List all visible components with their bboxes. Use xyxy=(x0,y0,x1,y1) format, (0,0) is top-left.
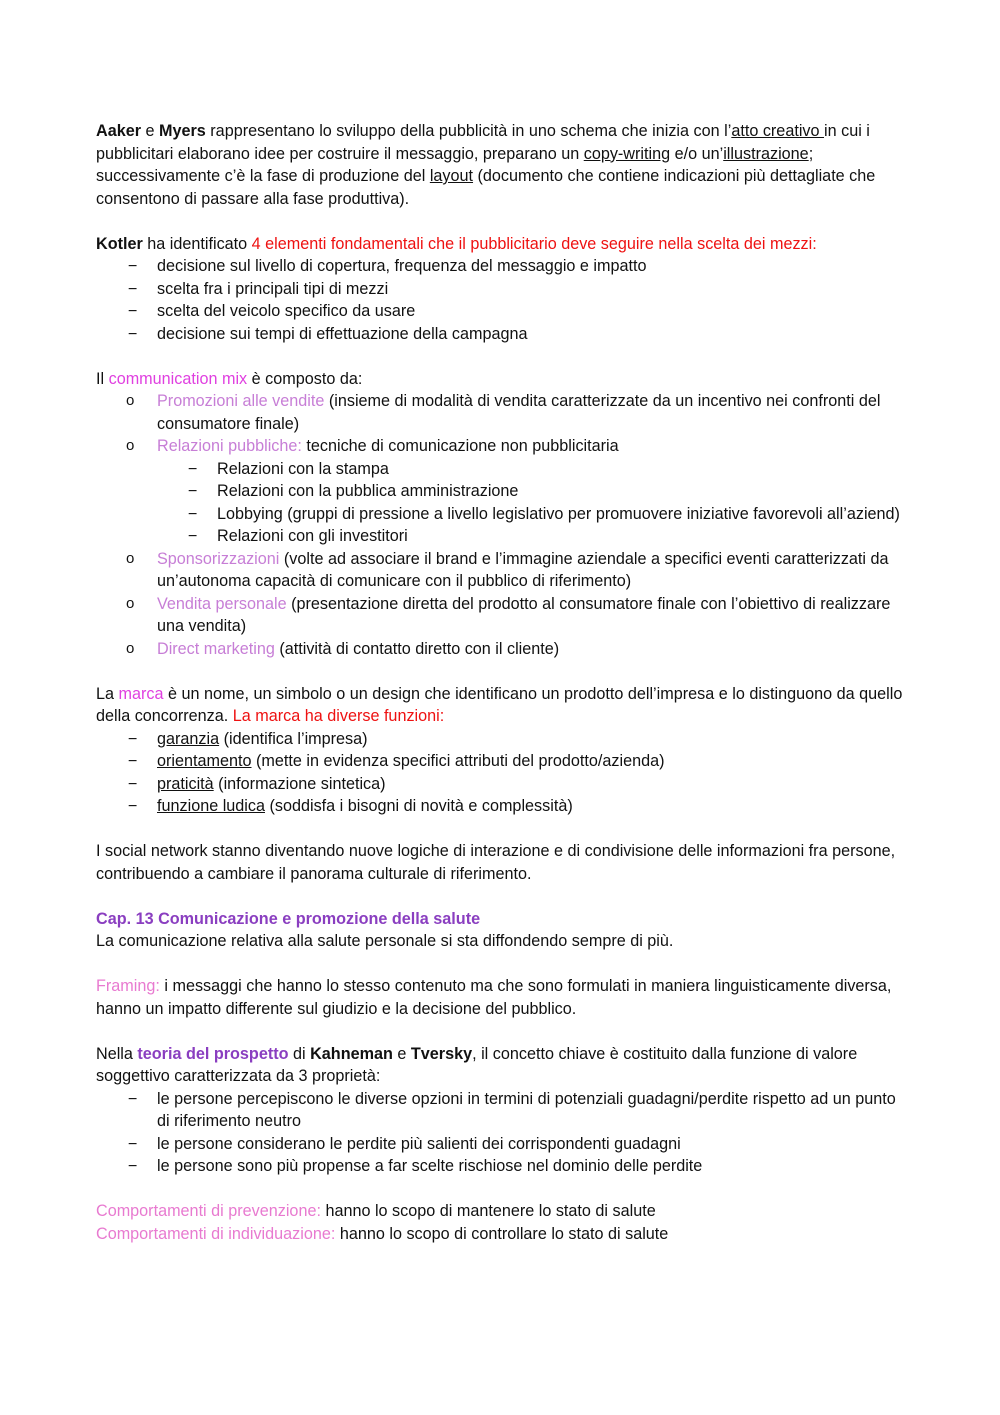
aaker-myers-paragraph xyxy=(96,120,906,210)
spacer xyxy=(96,1020,906,1043)
term-atto-creativo: atto creativo xyxy=(731,122,825,140)
circle-bullet: o xyxy=(126,594,135,612)
spacer xyxy=(96,210,906,233)
dash-bullet: − xyxy=(188,482,198,500)
term-funzione-ludica: funzione ludica xyxy=(157,797,265,815)
list-item-text: scelta fra i principali tipi di mezzi xyxy=(157,279,389,298)
spacer xyxy=(96,1178,906,1201)
list-item-text: (soddisfa i bisogni di novità e complessità) xyxy=(265,797,573,815)
list-item xyxy=(96,750,906,773)
text-fragment: i messaggi che hanno lo stesso contenuto ma che sono formulati in maniera linguisticamente diversa, hanno un impatto differente sul giudizio e la decisione del pubblico. xyxy=(96,977,892,1018)
text-fragment: (documento che contiene indicazioni più dettagliate che consentono di passare alla fase produttiva). xyxy=(96,167,876,208)
list-item-text: (mette in evidenza specifici attributi del prodotto/azienda) xyxy=(251,752,665,770)
dash-bullet: − xyxy=(188,504,198,523)
list-item xyxy=(96,1088,906,1133)
list-item xyxy=(96,255,906,278)
term-sponsorizzazioni: Sponsorizzazioni xyxy=(157,549,280,568)
list-item xyxy=(96,773,906,796)
author-tversky: Tversky xyxy=(410,1044,473,1063)
text-fragment: ha identificato xyxy=(142,234,252,253)
list-item-text: le persone sono più propense a far scelte rischiose nel dominio delle perdite xyxy=(157,1157,703,1175)
prospetto-list xyxy=(96,1088,906,1178)
sublist-item-text: Relazioni con gli investitori xyxy=(217,527,408,545)
dash-bullet: − xyxy=(128,1134,138,1153)
term-direct-marketing: Direct marketing xyxy=(157,639,275,658)
list-item xyxy=(96,300,906,323)
marca-list xyxy=(96,728,906,818)
text-fragment: è composto da: xyxy=(247,369,363,388)
list-item xyxy=(96,1133,906,1156)
dash-bullet: − xyxy=(128,324,138,343)
sublist-item xyxy=(157,525,906,548)
chapter-intro: La comunicazione relativa alla salute personale si sta diffondendo sempre di più. xyxy=(96,932,674,950)
list-item xyxy=(96,795,906,818)
list-item-text: (volte ad associare il brand e l’immagine aziendale a specifici eventi caratterizzati da un’autonoma capacità di comunicare con il pubblico di riferimento) xyxy=(157,549,889,590)
term-orientamento: orientamento xyxy=(157,752,252,770)
list-item xyxy=(96,278,906,301)
author-aaker: Aaker xyxy=(96,122,141,140)
spacer xyxy=(96,885,906,908)
comportamenti-prevenzione xyxy=(96,1200,906,1223)
marca-highlight: La marca ha diverse funzioni: xyxy=(232,707,445,725)
relazioni-sublist xyxy=(157,458,906,548)
dash-bullet: − xyxy=(128,797,138,815)
list-item-text: (informazione sintetica) xyxy=(213,774,386,793)
text-fragment: hanno lo scopo di mantenere lo stato di salute xyxy=(320,1202,656,1220)
comportamenti-individuazione xyxy=(96,1223,906,1246)
term-promozioni: Promozioni alle vendite xyxy=(157,392,325,410)
list-item-text: le persone percepiscono le diverse opzioni in termini di potenziali guadagni/perdite rispetto ad un punto di riferimento neutro xyxy=(157,1089,896,1130)
list-item-text: decisione sul livello di copertura, frequenza del messaggio e impatto xyxy=(157,257,647,275)
circle-bullet: o xyxy=(126,639,135,657)
text-fragment: è un nome, un simbolo o un design che identificano un prodotto dell’impresa e lo distinguono da quello della concorrenza. xyxy=(96,684,903,725)
author-kahneman: Kahneman xyxy=(310,1044,393,1063)
term-relazioni-pubbliche: Relazioni pubbliche: xyxy=(157,437,302,455)
dash-bullet: − xyxy=(188,527,198,545)
list-item-text: decisione sui tempi di effettuazione della campagna xyxy=(157,324,528,343)
term-communication-mix: communication mix xyxy=(108,369,248,388)
term-prevenzione: Comportamenti di prevenzione: xyxy=(96,1202,321,1220)
text-fragment: in cui i pubblicitari elaborano idee per costruire il messaggio, preparano un xyxy=(96,122,870,163)
author-myers: Myers xyxy=(159,122,206,140)
dash-bullet: − xyxy=(128,279,138,298)
text-fragment: Nella xyxy=(96,1044,138,1063)
term-praticita: praticità xyxy=(157,774,214,793)
text-fragment: e xyxy=(141,122,159,140)
list-item xyxy=(96,638,906,661)
spacer xyxy=(96,818,906,841)
text-fragment: di xyxy=(288,1044,311,1063)
marca-paragraph xyxy=(96,683,906,728)
sublist-item xyxy=(157,480,906,503)
list-item-text: (identifica l’impresa) xyxy=(219,729,368,748)
list-item xyxy=(96,1155,906,1178)
text-fragment: Il xyxy=(96,369,109,388)
circle-bullet: o xyxy=(126,392,135,409)
list-item xyxy=(96,728,906,751)
text-fragment: rappresentano lo sviluppo della pubblicità in uno schema che inizia con l’ xyxy=(205,122,732,140)
sublist-item-text: Relazioni con la pubblica amministrazione xyxy=(217,482,519,500)
sublist-item xyxy=(157,503,906,526)
author-kotler: Kotler xyxy=(96,234,143,253)
spacer xyxy=(96,953,906,976)
spacer xyxy=(96,345,906,368)
social-network-paragraph: I social network stanno diventando nuove logiche di interazione e di condivisione delle informazioni fra persone, contribuendo a cambiare il panorama culturale di riferimento. xyxy=(96,842,896,883)
list-item xyxy=(96,593,906,638)
dash-bullet: − xyxy=(128,1089,138,1108)
dash-bullet: − xyxy=(128,302,138,320)
framing-paragraph xyxy=(96,975,906,1020)
list-item-text: (attività di contatto diretto con il cliente) xyxy=(274,639,560,658)
communication-mix-paragraph xyxy=(96,368,906,391)
dash-bullet: − xyxy=(128,1157,138,1175)
text-fragment: e xyxy=(392,1044,411,1063)
dash-bullet: − xyxy=(128,774,138,793)
list-item-text: scelta del veicolo specifico da usare xyxy=(157,302,416,320)
term-marca: marca xyxy=(118,684,164,703)
kotler-paragraph xyxy=(96,233,906,256)
list-item xyxy=(96,548,906,593)
communication-mix-list xyxy=(96,390,906,660)
sublist-item-text: Relazioni con la stampa xyxy=(217,459,389,478)
list-item xyxy=(96,435,906,548)
prospetto-paragraph xyxy=(96,1043,906,1088)
term-illustrazione: illustrazione xyxy=(723,144,809,163)
text-fragment: , il concetto chiave è costituito dalla funzione di valore soggettivo caratterizzata da 3 proprietà: xyxy=(96,1044,858,1085)
list-item-text: tecniche di comunicazione non pubblicitaria xyxy=(301,437,619,455)
term-teoria-del-prospetto: teoria del prospetto xyxy=(137,1044,289,1063)
kotler-highlight: 4 elementi fondamentali che il pubblicitario deve seguire nella scelta dei mezzi: xyxy=(251,234,817,253)
sublist-item xyxy=(157,458,906,481)
text-fragment: e/o un’ xyxy=(670,144,724,163)
term-copy-writing: copy-writing xyxy=(583,144,671,163)
term-garanzia: garanzia xyxy=(157,729,220,748)
term-layout: layout xyxy=(429,167,474,185)
chapter-heading: Cap. 13 Comunicazione e promozione della salute xyxy=(96,909,481,928)
sublist-item-text: Lobbying (gruppi di pressione a livello legislativo per promuovere iniziative favorevoli all’aziend) xyxy=(217,504,900,523)
spacer xyxy=(96,660,906,683)
dash-bullet: − xyxy=(128,729,138,748)
document-page xyxy=(96,120,906,1245)
dash-bullet: − xyxy=(188,459,198,478)
list-item xyxy=(96,323,906,346)
list-item-text: (presentazione diretta del prodotto al consumatore finale con l’obiettivo di realizzare una vendita) xyxy=(157,594,891,635)
list-item xyxy=(96,390,906,435)
list-item-text: le persone considerano le perdite più salienti dei corrispondenti guadagni xyxy=(157,1134,681,1153)
kotler-list xyxy=(96,255,906,345)
circle-bullet: o xyxy=(126,437,135,454)
dash-bullet: − xyxy=(128,257,138,275)
term-individuazione: Comportamenti di individuazione: xyxy=(96,1224,336,1243)
term-framing: Framing: xyxy=(96,977,160,995)
text-fragment: ; successivamente c’è la fase di produzione del xyxy=(96,144,814,185)
dash-bullet: − xyxy=(128,752,138,770)
list-item-text: (insieme di modalità di vendita caratterizzate da un incentivo nei confronti del consumatore finale) xyxy=(157,392,881,433)
term-vendita-personale: Vendita personale xyxy=(157,594,287,613)
circle-bullet: o xyxy=(126,549,135,567)
text-fragment: La xyxy=(96,684,119,703)
text-fragment: hanno lo scopo di controllare lo stato di salute xyxy=(335,1224,669,1243)
